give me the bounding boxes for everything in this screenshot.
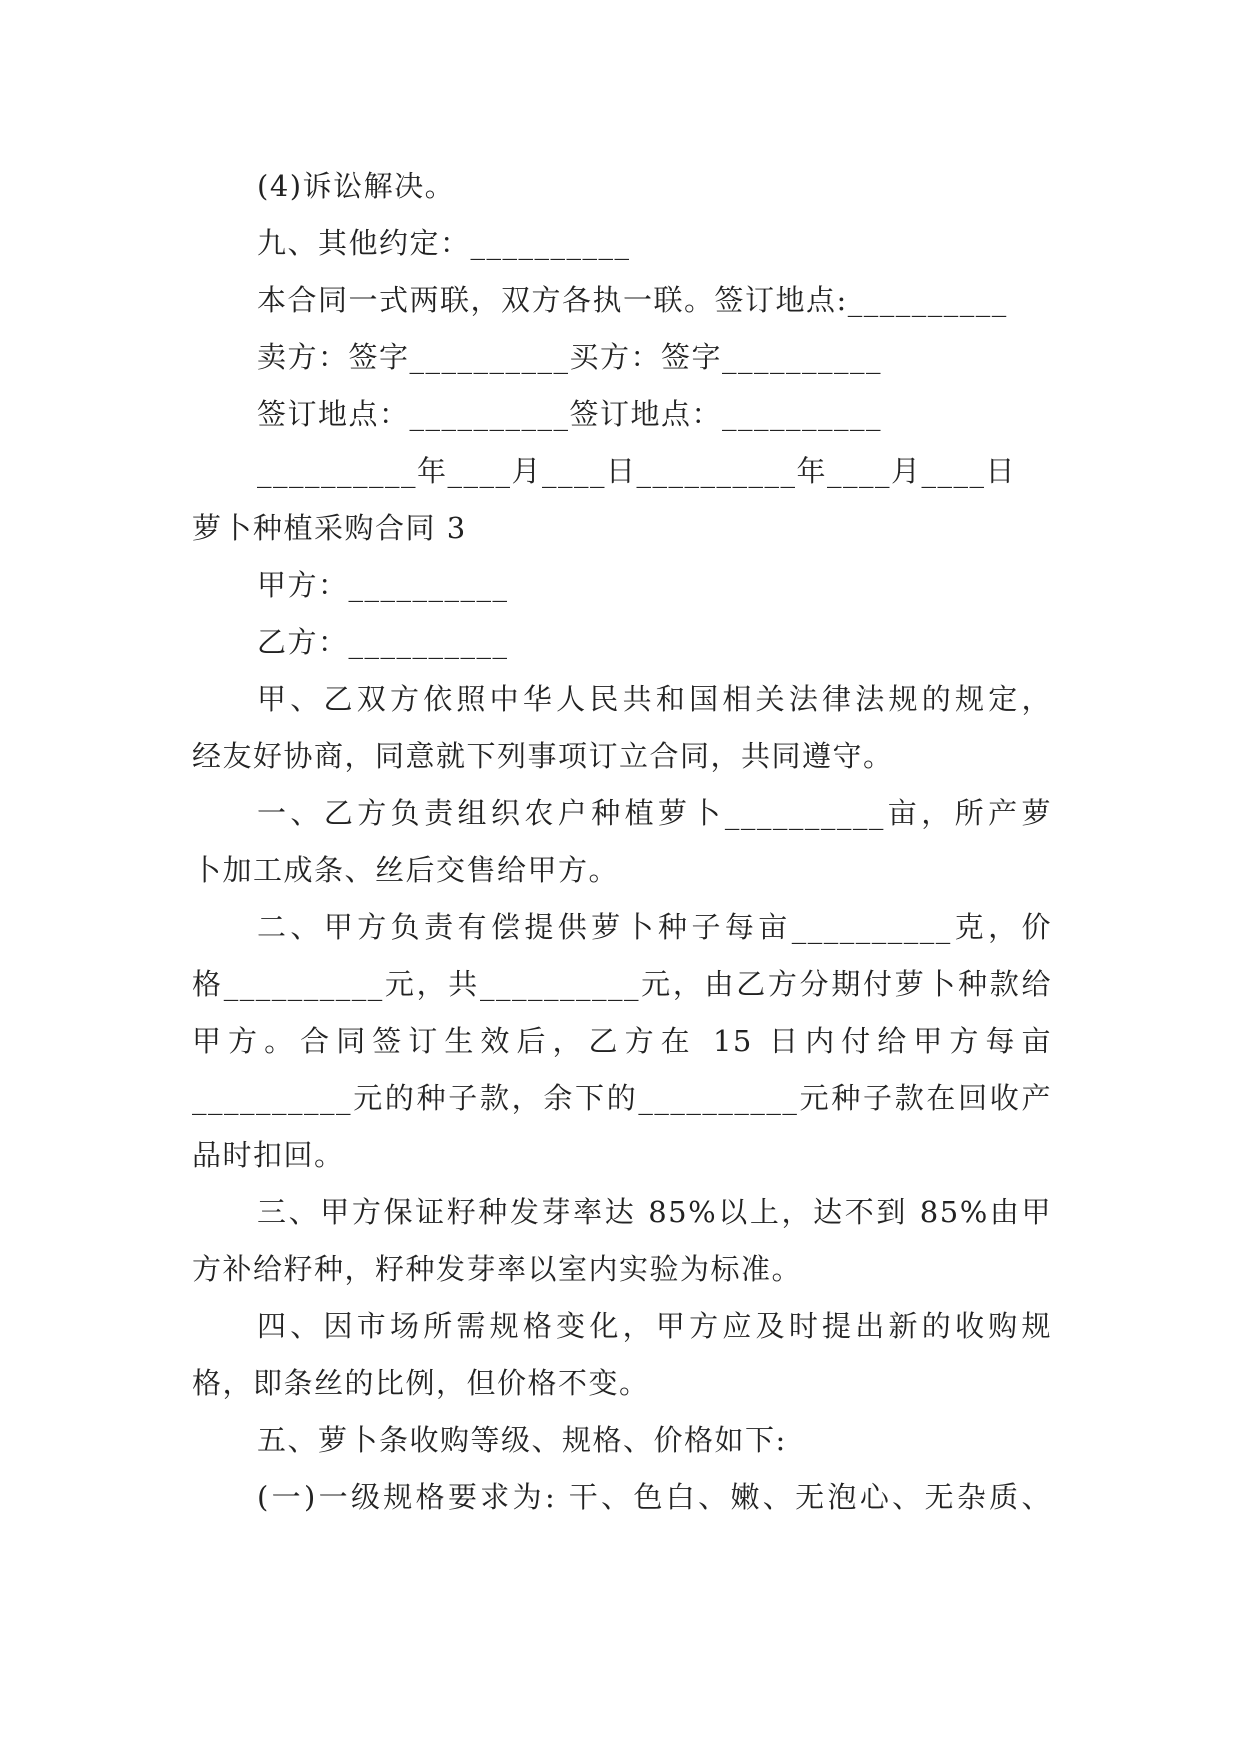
text-line-party-a: 甲方：__________ (257, 568, 509, 602)
text-line-clause-4b: 格，即条丝的比例，但价格不变。 (192, 1366, 650, 1400)
contract-title: 萝卜种植采购合同 3 (192, 511, 467, 545)
text-line-seller-buyer-signature: 卖方：签字__________买方：签字__________ (257, 340, 883, 374)
text-line-clause-4a: 四、因市场所需规格变化，甲方应及时提出新的收购规 (257, 1309, 1052, 1343)
text-line-party-b: 乙方：__________ (257, 625, 509, 659)
text-line-clause-3a: 三、甲方保证籽种发芽率达 85%以上，达不到 85%由甲 (257, 1195, 1052, 1229)
text-line-clause-1b: 卜加工成条、丝后交售给甲方。 (192, 853, 620, 887)
text-line-clause-1a: 一、乙方负责组织农户种植萝卜__________亩，所产萝 (257, 796, 1052, 830)
text-line-clause-3b: 方补给籽种，籽种发芽率以室内实验为标准。 (192, 1252, 803, 1286)
text-line-clause-2c: 甲方。合同签订生效后，乙方在 15 日内付给甲方每亩 (192, 1024, 1052, 1058)
text-line-clause-2b: 格__________元，共__________元，由乙方分期付萝卜种款给 (192, 967, 1052, 1001)
text-line-copies-signing-place: 本合同一式两联，双方各执一联。签订地点:__________ (257, 283, 1008, 317)
text-line-litigation: (4)诉讼解决。 (257, 169, 456, 203)
text-line-dates: __________年____月____日__________年____月____日 (257, 454, 1017, 488)
text-line-preamble-1: 甲、乙双方依照中华人民共和国相关法律法规的规定， (257, 682, 1052, 716)
text-line-clause-5-grade-1: (一)一级规格要求为: 干、色白、嫩、无泡心、无杂质、 (257, 1480, 1052, 1514)
text-line-clause-2a: 二、甲方负责有偿提供萝卜种子每亩__________克，价 (257, 910, 1052, 944)
text-line-clause-2d: __________元的种子款，余下的__________元种子款在回收产 (192, 1081, 1052, 1115)
text-line-signing-places: 签订地点：__________签订地点：__________ (257, 397, 883, 431)
text-line-clause-5: 五、萝卜条收购等级、规格、价格如下: (257, 1423, 787, 1457)
text-line-clause-2e: 品时扣回。 (192, 1138, 345, 1172)
text-line-other-agreements: 九、其他约定：__________ (257, 226, 631, 260)
text-line-preamble-2: 经友好协商，同意就下列事项订立合同，共同遵守。 (192, 739, 894, 773)
